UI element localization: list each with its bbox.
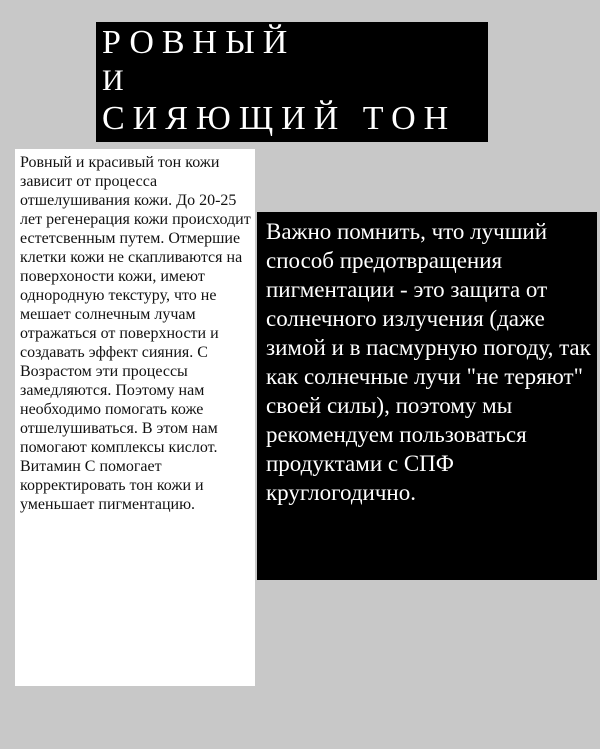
title-line-3: СИЯЮЩИЙ ТОН <box>102 100 457 137</box>
left-text-block: Ровный и красивый тон кожи зависит от процесса отшелушивания кожи. До 20-25 лет регенерация кожи происходит естетсвенным путем. Отмершие клетки кожи не скапливаются на поверхоности кожи, имеют однородную текстуру, что не мешает солнечным лучам отражаться от поверхности и создавать эффект сияния. С Возрастом эти процессы замедляются. Поэтому нам необходимо помогать коже отшелушиваться. В этом нам помогают комплексы кислот. Витамин С помогает корректировать тон кожи и уменьшает пигментацию. <box>15 149 255 686</box>
title-block <box>96 22 488 142</box>
title-line-1: РОВНЫЙ <box>102 24 296 61</box>
title-line-2: И <box>102 64 124 97</box>
right-text-block: Важно помнить, что лучший способ предотвращения пигментации - это защита от солнечного излучения (даже зимой и в пасмурную погоду, так как солнечные лучи "не теряют" своей силы), поэтому мы рекомендуем пользоваться продуктами с СПФ круглогодично. <box>257 212 597 580</box>
